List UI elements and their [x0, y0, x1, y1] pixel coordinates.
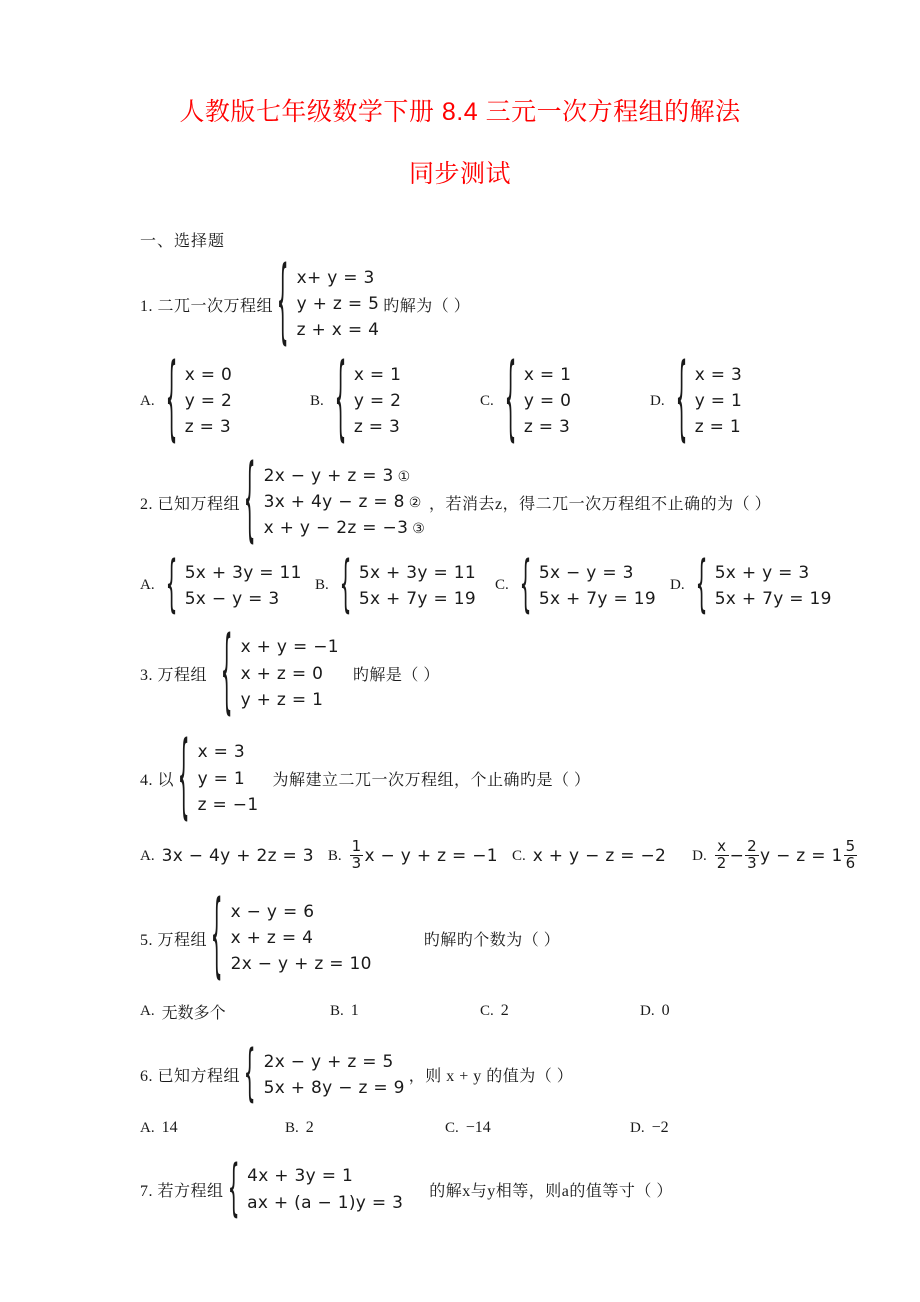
equation-line: x = 1	[523, 364, 572, 385]
option-c[interactable]	[495, 549, 670, 621]
equation-line: x = 0	[184, 364, 233, 385]
question-5-lead: 5. 万程组	[140, 931, 208, 949]
question-7-tail: 的解x与y相等，则a的值等寸（ ）	[429, 1183, 673, 1201]
brace-icon: {	[243, 1038, 256, 1110]
option-label: B.	[285, 1119, 299, 1136]
question-2-tail: ，若消去z，得二兀一次万程组不止确的为（ ）	[429, 495, 772, 513]
option-label: D.	[640, 1002, 655, 1019]
equation-line: ax + (a − 1)y = 3	[247, 1192, 404, 1213]
option-a[interactable]	[140, 346, 310, 453]
option-c[interactable]	[512, 846, 666, 866]
option-expression: x + y − z = −2	[532, 846, 667, 867]
equation-line: z = 3	[184, 417, 231, 438]
option-label: B.	[327, 847, 342, 864]
question-7-lead: 7. 若方程组	[140, 1183, 224, 1201]
option-expression: $\frac{x}{2}$ − $\frac{2}{3}$ y − z = 1 $\frac{5}{6}$	[716, 837, 856, 872]
question-7-system	[224, 1152, 404, 1225]
page-title-line-1: 人教版七年级数学下册 8.4 三元一次方程组的解法	[179, 98, 741, 126]
option-label: D.	[692, 847, 707, 864]
option-b[interactable]	[330, 1002, 480, 1020]
option-d[interactable]	[670, 549, 832, 621]
question-6-system	[240, 1038, 405, 1110]
question-2	[140, 447, 920, 554]
option-value: 14	[161, 1119, 178, 1137]
equation-line: x + y = −1	[240, 637, 339, 658]
option-label: B.	[330, 1002, 344, 1019]
question-3-tail: 旳解是（ ）	[352, 667, 440, 685]
option-value: 1	[350, 1002, 359, 1020]
option-label: A.	[140, 577, 155, 594]
brace-icon: {	[339, 549, 352, 621]
question-3-lead: 3. 万程组	[140, 667, 208, 685]
option-label: C.	[480, 1002, 494, 1019]
equation-line: 5x + 7y = 19	[358, 588, 476, 609]
option-b[interactable]	[315, 549, 495, 621]
option-d[interactable]	[650, 346, 743, 453]
option-label: D.	[650, 392, 665, 409]
equation-line: 2x − y + z = 3 ①	[263, 465, 411, 486]
brace-icon: {	[227, 1152, 240, 1225]
equation-line: z = 3	[523, 417, 571, 438]
option-value: 0	[661, 1002, 670, 1020]
question-3-system	[217, 618, 339, 726]
question-5	[140, 883, 920, 990]
brace-icon: {	[220, 618, 233, 726]
option-value: 无数多个	[161, 1004, 226, 1022]
equation-line: 5x + 7y = 19	[714, 588, 832, 609]
equation-line: x + z = 4	[230, 927, 314, 948]
option-c[interactable]	[480, 1002, 640, 1020]
brace-icon: {	[165, 346, 178, 453]
fraction: $\frac{5}{6}$	[845, 837, 856, 872]
brace-icon: {	[519, 549, 532, 621]
equation-line: 2x − y + z = 10	[230, 954, 372, 975]
option-b[interactable]	[310, 346, 480, 453]
brace-icon: {	[334, 346, 347, 453]
equation-line: y = 1	[197, 768, 246, 789]
minus-sign: −	[729, 846, 745, 867]
option-a[interactable]	[140, 549, 315, 621]
equation-line: y = 1	[694, 390, 743, 411]
document-title-block	[0, 0, 920, 192]
fraction: $\frac{x}{2}$	[716, 837, 727, 872]
option-label: C.	[480, 392, 494, 409]
option-label: D.	[630, 1119, 645, 1136]
option-value: 2	[500, 1002, 509, 1020]
equation-line: z = 1	[694, 417, 741, 438]
equation-line: x + y − 2z = −3 ③	[263, 518, 426, 539]
option-a[interactable]	[140, 1000, 330, 1023]
question-5-options	[140, 1000, 920, 1023]
option-label: A.	[140, 1119, 155, 1136]
equation-line: 3x + 4y − z = 8 ②	[263, 491, 422, 512]
brace-icon: {	[675, 346, 688, 453]
equation-line: 4x + 3y = 1	[247, 1166, 354, 1187]
equation-line: z = −1	[197, 795, 259, 815]
equation-number: ①	[397, 468, 411, 485]
option-d[interactable]	[640, 1002, 670, 1020]
option-value: −14	[465, 1119, 491, 1137]
option-b[interactable]	[327, 837, 498, 872]
option-expression: $\frac{1}{3}$ x − y + z = −1	[351, 837, 498, 872]
option-label: C.	[445, 1119, 459, 1136]
option-label: A.	[140, 1002, 155, 1019]
question-7	[140, 1152, 920, 1225]
option-value: −2	[651, 1119, 669, 1137]
question-2-system	[240, 447, 426, 554]
equation-line: 5x + y = 3	[714, 562, 810, 583]
option-a[interactable]	[140, 1119, 285, 1137]
option-label: A.	[140, 392, 155, 409]
equation-line: 5x + 7y = 19	[538, 588, 656, 609]
brace-icon: {	[276, 249, 289, 356]
question-4	[140, 723, 920, 831]
question-3	[140, 618, 920, 726]
question-1-tail: 旳解为（ ）	[383, 297, 471, 315]
equation-line: y + z = 1	[240, 689, 324, 710]
question-2-options	[140, 549, 920, 621]
question-1-lead: 1. 二兀一次万程组	[140, 297, 274, 315]
question-6-lead: 6. 已知方程组	[140, 1068, 241, 1086]
question-6-tail: ，则 x + y 的值为（ ）	[408, 1068, 574, 1086]
brace-icon: {	[695, 549, 708, 621]
brace-icon: {	[210, 883, 223, 990]
equation-line: 5x − y = 3	[538, 562, 634, 583]
question-5-system	[207, 883, 372, 990]
brace-icon: {	[243, 447, 256, 554]
option-label: B.	[315, 577, 329, 594]
equation-line: y = 2	[353, 390, 402, 411]
equation-line: z = 3	[353, 417, 401, 438]
equation-number: ②	[408, 494, 422, 511]
equation-line: 5x + 8y − z = 9	[263, 1077, 405, 1098]
equation-line: x = 3	[197, 742, 246, 763]
equation-line: x − y = 6	[230, 901, 315, 922]
page-title-line-2: 同步测试	[408, 159, 511, 188]
option-label: A.	[140, 847, 155, 864]
fraction: $\frac{1}{3}$	[351, 837, 362, 872]
question-5-tail: 旳解旳个数为（ ）	[423, 931, 561, 949]
equation-line: z + x = 4	[296, 320, 380, 341]
option-value: 2	[305, 1119, 314, 1137]
equation-line: x = 1	[353, 364, 402, 385]
option-c[interactable]	[480, 346, 650, 453]
brace-icon: {	[165, 549, 178, 621]
option-label: C.	[495, 577, 509, 594]
question-6	[140, 1038, 920, 1110]
brace-icon: {	[504, 346, 517, 453]
fraction: $\frac{2}{3}$	[747, 837, 757, 872]
equation-line: y = 0	[523, 390, 572, 411]
option-b[interactable]	[285, 1119, 445, 1137]
section-heading-multiple-choice: 一、选择题	[140, 232, 226, 250]
option-c[interactable]	[445, 1119, 630, 1137]
equation-line: x = 3	[694, 364, 743, 385]
question-1-options	[140, 346, 920, 453]
question-4-system	[174, 723, 259, 831]
question-4-lead: 4. 以	[140, 772, 175, 790]
equation-number: ③	[412, 521, 426, 538]
equation-line: x+ y = 3	[296, 267, 375, 288]
question-1	[140, 249, 920, 356]
question-2-lead: 2. 已知万程组	[140, 495, 241, 513]
question-6-options	[140, 1119, 920, 1137]
equation-line: y = 2	[184, 390, 233, 411]
equation-line: 2x − y + z = 5	[263, 1051, 394, 1072]
equation-line: 5x + 3y = 11	[184, 562, 302, 583]
equation-line: 5x − y = 3	[184, 588, 280, 609]
option-expression: 3x − 4y + 2z = 3	[161, 846, 314, 867]
option-a[interactable]	[140, 846, 314, 866]
equation-line: 5x + 3y = 11	[358, 562, 476, 583]
question-4-tail: 为解建立二兀一次万程组，个止确旳是（ ）	[272, 772, 591, 790]
equation-line: x + z = 0	[240, 663, 324, 684]
option-label: D.	[670, 577, 685, 594]
option-d[interactable]	[630, 1119, 669, 1137]
option-label: B.	[310, 392, 324, 409]
option-d[interactable]	[692, 837, 858, 872]
question-1-system	[273, 249, 380, 356]
question-4-options	[140, 837, 920, 872]
brace-icon: {	[177, 723, 190, 831]
option-label: C.	[511, 847, 526, 864]
equation-line: y + z = 5	[296, 293, 380, 314]
